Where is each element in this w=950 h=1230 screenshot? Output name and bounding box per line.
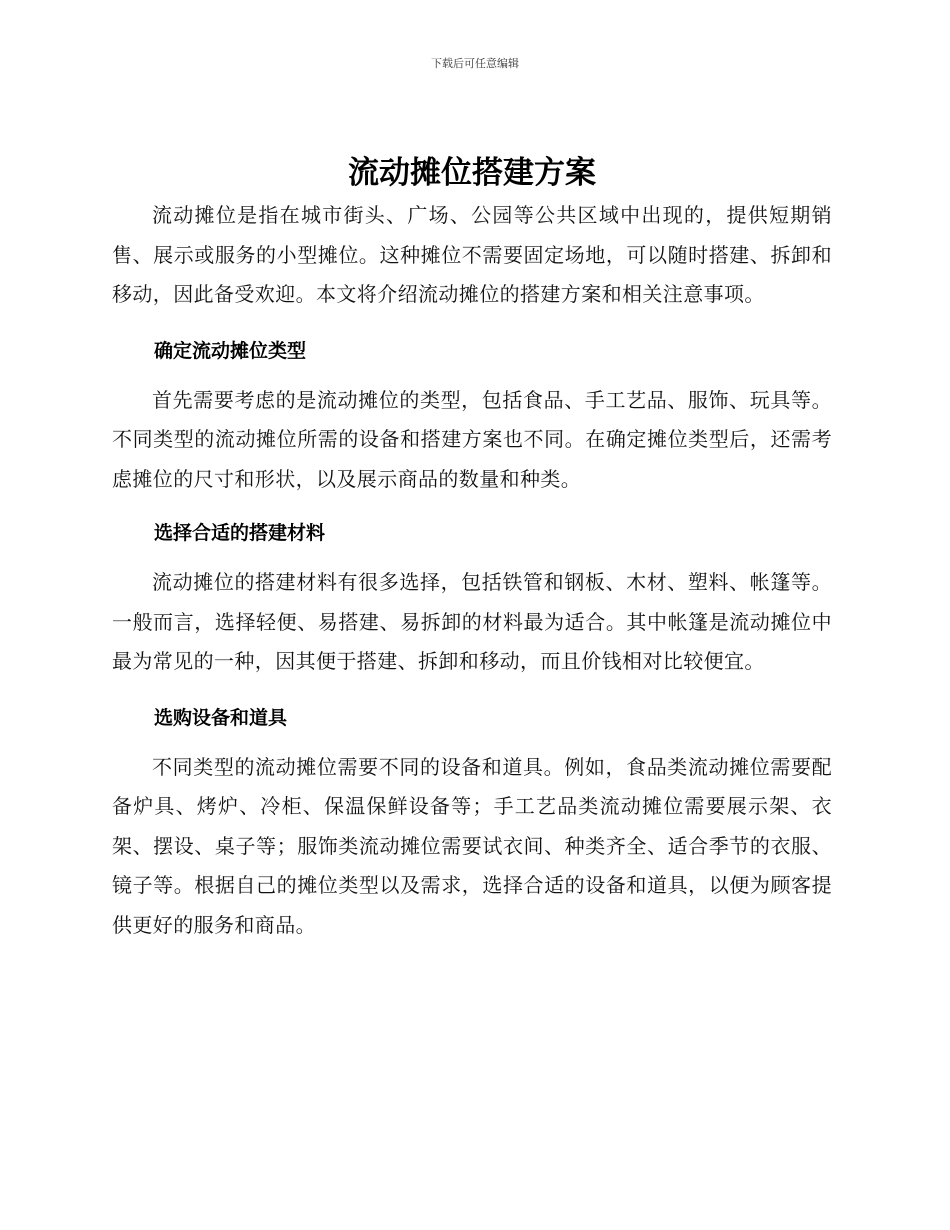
page-header-note: 下载后可任意编辑 <box>431 57 519 70</box>
document-title: 流动摊位搭建方案 <box>348 155 596 191</box>
document-body <box>112 150 832 945</box>
spacer <box>112 553 832 563</box>
spacer <box>112 371 832 381</box>
spacer <box>112 499 832 513</box>
spacer <box>112 315 832 331</box>
spacer <box>112 682 832 698</box>
section-body-materials: 流动摊位的搭建材料有很多选择，包括铁管和钢板、木材、塑料、帐篷等。一般而言，选择轻便、易搭建、易拆卸的材料最为适合。其中帐篷是流动摊位中最为常见的一种，因其便于搭建、拆卸和移动，而且价钱相对比较便宜。 <box>112 570 832 673</box>
section-heading-stall-type: 确定流动摊位类型 <box>154 339 307 362</box>
spacer <box>112 738 832 748</box>
section-body-stall-type: 首先需要考虑的是流动摊位的类型，包括食品、手工艺品、服饰、玩具等。不同类型的流动摊位所需的设备和搭建方案也不同。在确定摊位类型后，还需考虑摊位的尺寸和形状，以及展示商品的数量和种类。 <box>112 387 832 491</box>
intro-paragraph: 流动摊位是指在城市街头、广场、公园等公共区域中出现的，提供短期销售、展示或服务的小型摊位。这种摊位不需要固定场地，可以随时搭建、拆卸和移动，因此备受欢迎。本文将介绍流动摊位的搭建方案和相关注意事项。 <box>112 203 832 306</box>
section-body-equipment: 不同类型的流动摊位需要不同的设备和道具。例如，食品类流动摊位需要配备炉具、烤炉、冷柜、保温保鲜设备等；手工艺品类流动摊位需要展示架、衣架、摆设、桌子等；服饰类流动摊位需要试衣间、种类齐全、适合季节的衣服、镜子等。根据自己的摊位类型以及需求，选择合适的设备和道具，以便为顾客提供更好的服务和商品。 <box>112 754 832 937</box>
section-heading-materials: 选择合适的搭建材料 <box>154 522 326 544</box>
section-heading-equipment: 选购设备和道具 <box>154 706 288 729</box>
